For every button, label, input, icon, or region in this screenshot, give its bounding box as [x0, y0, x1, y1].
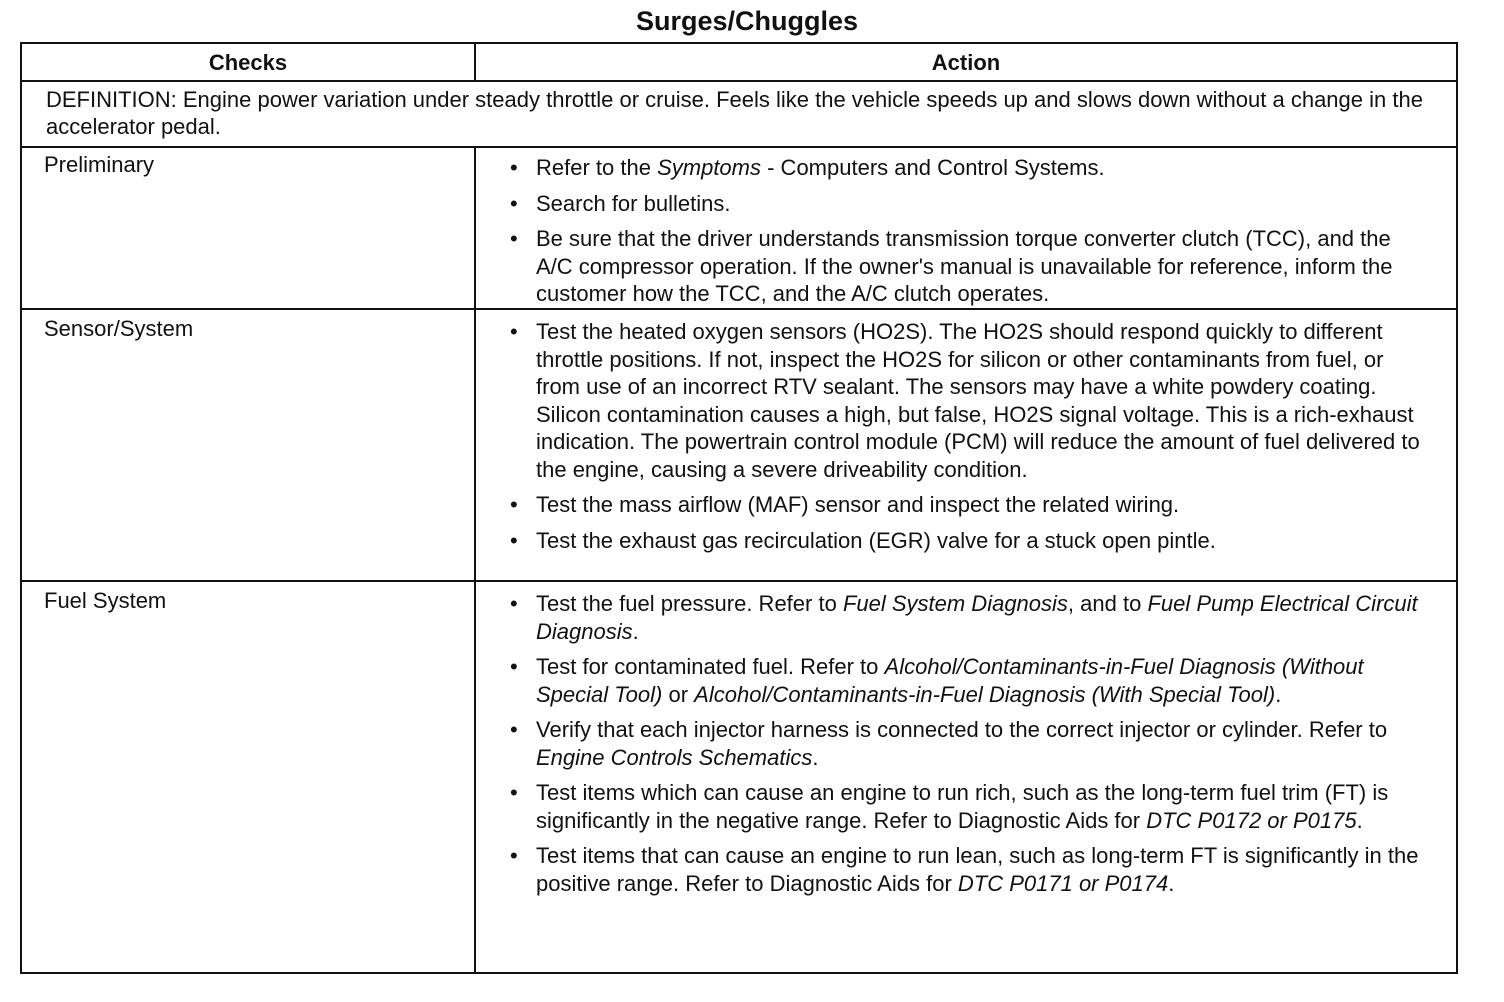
actions-preliminary	[508, 154, 1428, 316]
action-text: Refer to the	[536, 155, 658, 180]
check-sensor-system: Sensor/System	[44, 316, 194, 341]
header-action: Action	[931, 50, 1001, 75]
action-item	[508, 225, 1428, 308]
action-text: , and to	[1067, 591, 1148, 616]
check-preliminary: Preliminary	[44, 152, 155, 177]
action-text: Verify that each injector harness is connected to the correct injector or cylinder. Refer to	[536, 717, 1388, 742]
reference-link-text: Fuel System Diagnosis	[842, 591, 1068, 616]
reference-link-text: Alcohol/Contaminants-in-Fuel Diagnosis (With Special Tool)	[694, 681, 1276, 707]
action-text: Test the mass airflow (MAF) sensor and inspect the related wiring.	[536, 492, 1180, 517]
column-divider-body	[474, 146, 476, 974]
reference-link-text: Alcohol/Contaminants-in-Fuel Diagnosis (Without Special Tool)	[536, 654, 1364, 707]
actions-fuel-system	[508, 590, 1428, 905]
reference-link-text: Symptoms	[657, 155, 761, 180]
action-item	[508, 154, 1428, 182]
action-text: Test items which can cause an engine to run rich, such as the long-term fuel trim (FT) is significantly in the negative range. Refer to Diagnostic Aids for	[536, 780, 1389, 833]
reference-link-text: Engine Controls Schematics	[536, 744, 813, 770]
action-text: .	[1275, 681, 1282, 707]
action-item	[508, 590, 1428, 645]
action-text: Test the fuel pressure. Refer to	[536, 591, 843, 616]
header-checks: Checks	[208, 50, 288, 75]
action-item	[508, 527, 1428, 555]
action-text: Test for contaminated fuel. Refer to	[536, 654, 885, 679]
definition-divider	[22, 146, 1456, 148]
action-text: - Computers and Control Systems.	[761, 155, 1105, 180]
action-item	[508, 653, 1428, 708]
action-text: .	[812, 744, 819, 770]
action-text: Test the exhaust gas recirculation (EGR) valve for a stuck open pintle.	[536, 527, 1216, 553]
action-item	[508, 491, 1428, 519]
action-text: or	[662, 681, 695, 707]
action-text: Test the heated oxygen sensors (HO2S). The HO2S should respond quickly to different throttle positions. If not, inspect the HO2S for silicon or other contaminants from fuel, or from use of an incorrect RTV sealant. The sensors may have a white powdery coating. Silicon contamination causes a high, but false, HO2S signal voltage. This is a rich-exhaust indication. The powertrain control module (PCM) will reduce the amount of fuel delivered to the engine, causing a severe driveability condition.	[536, 319, 1420, 482]
diagnostic-table	[20, 42, 1458, 974]
definition-text: DEFINITION: Engine power variation under steady throttle or cruise. Feels like the vehicle speeds up and slows down without a change in the accelerator pedal.	[46, 87, 1423, 139]
action-item	[508, 779, 1428, 834]
row-divider-sensor	[22, 580, 1456, 582]
action-text: .	[1168, 870, 1175, 896]
action-item	[508, 842, 1428, 897]
action-item	[508, 190, 1428, 218]
action-text: .	[632, 618, 639, 644]
action-item	[508, 318, 1428, 483]
action-text: .	[1356, 807, 1363, 833]
reference-link-text: Fuel Pump Electrical Circuit Diagnosis	[536, 591, 1418, 644]
check-fuel-system: Fuel System	[44, 588, 167, 613]
reference-link-text: DTC P0171 or P0174	[957, 870, 1169, 896]
action-item	[508, 716, 1428, 771]
page-title: Surges/Chuggles	[635, 6, 859, 36]
action-text: Be sure that the driver understands transmission torque converter clutch (TCC), and the A/C compressor operation. If the owner's manual is unavailable for reference, inform the customer how the TCC, and the A/C clutch operates.	[536, 226, 1393, 306]
actions-sensor-system	[508, 318, 1428, 562]
reference-link-text: DTC P0172 or P0175	[1146, 807, 1357, 833]
action-text: Test items that can cause an engine to run lean, such as long-term FT is significantly in the positive range. Refer to Diagnostic Aids for	[536, 843, 1419, 896]
action-text: Search for bulletins.	[536, 190, 731, 216]
